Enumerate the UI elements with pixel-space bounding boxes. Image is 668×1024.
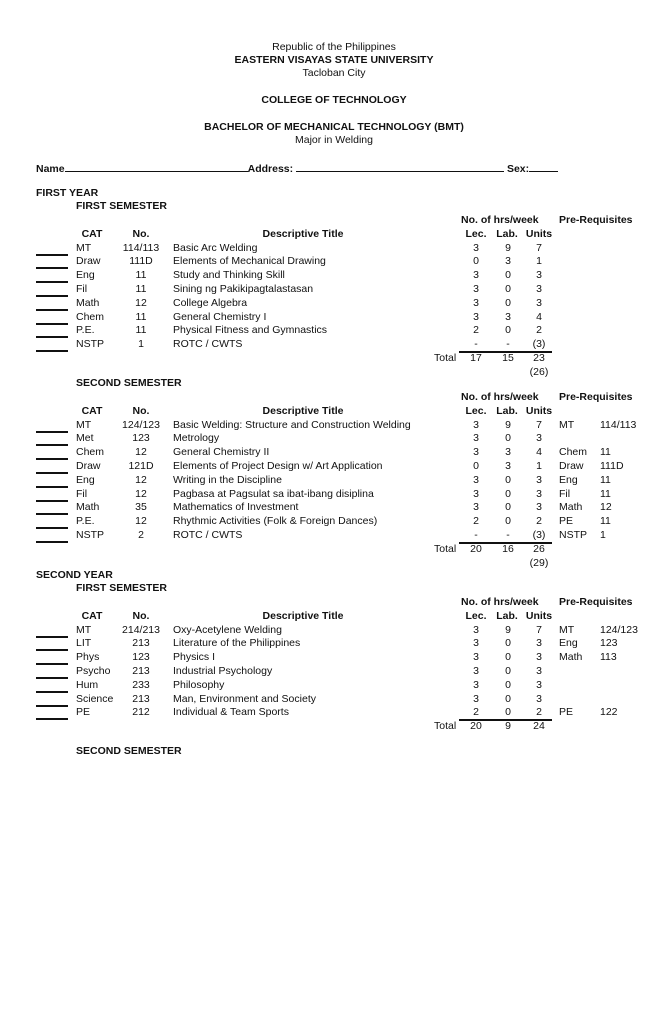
grade-blank-line[interactable] xyxy=(36,295,68,297)
semester-heading: SECOND SEMESTER xyxy=(76,745,182,757)
course-lec: 3 xyxy=(473,283,479,295)
prereq-cat: Draw xyxy=(559,460,584,472)
course-units: 3 xyxy=(536,269,542,282)
course-units: 7 xyxy=(536,418,542,431)
course-lab: 0 xyxy=(505,637,511,650)
grade-blank-line[interactable] xyxy=(36,691,68,693)
course-units: 3 xyxy=(536,283,542,295)
course-lab: 9 xyxy=(505,623,511,636)
course-title: Elements of Project Design w/ Art Application xyxy=(173,460,383,472)
prereq-cat: Math xyxy=(559,501,583,514)
grade-blank-line[interactable] xyxy=(36,323,68,325)
course-units: 3 xyxy=(536,501,542,514)
grade-blank-line[interactable] xyxy=(36,254,68,256)
lec-header: Lec. xyxy=(465,227,487,240)
semester-heading: SECOND SEMESTER xyxy=(76,377,182,389)
descriptive-title-header: Descriptive Title xyxy=(262,227,344,240)
course-lec: 3 xyxy=(473,678,479,691)
course-lec: 3 xyxy=(473,637,479,650)
course-no: 123 xyxy=(132,432,150,445)
course-no: 2 xyxy=(138,529,144,541)
course-cat: Math xyxy=(76,296,100,309)
course-lec: 3 xyxy=(473,501,479,514)
header-college: COLLEGE OF TECHNOLOGY xyxy=(261,94,407,106)
course-lab: - xyxy=(506,529,510,541)
course-cat: P.E. xyxy=(76,324,95,337)
course-cat: MT xyxy=(76,418,92,431)
prereq-cat: PE xyxy=(559,515,574,528)
course-units: 1 xyxy=(536,255,542,268)
course-units: 7 xyxy=(536,241,542,254)
prereq-no: 11 xyxy=(600,487,611,500)
course-lab: 9 xyxy=(505,241,511,254)
year-heading: SECOND YEAR xyxy=(36,569,113,581)
address-blank[interactable] xyxy=(296,161,504,172)
year-heading: FIRST YEAR xyxy=(36,187,99,199)
course-lab: 3 xyxy=(505,310,511,323)
course-lab: 0 xyxy=(505,706,511,719)
course-no: 12 xyxy=(135,473,147,486)
course-no: 12 xyxy=(135,446,147,459)
course-units: 7 xyxy=(536,623,542,636)
course-title: Philosophy xyxy=(173,678,225,691)
course-lab: 0 xyxy=(505,283,511,295)
grade-blank-line[interactable] xyxy=(36,718,68,720)
course-units: 3 xyxy=(536,432,542,445)
total-lab: 9 xyxy=(505,720,511,733)
course-title: Oxy-Acetylene Welding xyxy=(173,623,282,636)
course-lab: 0 xyxy=(505,678,511,691)
course-title: Metrology xyxy=(173,432,220,445)
course-lab: 0 xyxy=(505,651,511,664)
grade-blank-line[interactable] xyxy=(36,527,68,529)
prereq-no: 11 xyxy=(600,446,611,459)
course-title: Elements of Mechanical Drawing xyxy=(173,255,326,268)
total-units: 26 xyxy=(533,542,545,555)
header-republic: Republic of the Philippines xyxy=(272,41,396,53)
course-units: 3 xyxy=(536,665,542,677)
course-title: Mathematics of Investment xyxy=(173,501,299,514)
course-title: Basic Arc Welding xyxy=(173,241,258,254)
course-title: Study and Thinking Skill xyxy=(173,269,285,282)
grade-blank-line[interactable] xyxy=(36,636,68,638)
course-lab: - xyxy=(506,338,510,351)
grade-blank-line[interactable] xyxy=(36,458,68,460)
total-label: Total xyxy=(434,720,457,733)
course-lec: 3 xyxy=(473,692,479,705)
course-lec: 0 xyxy=(473,255,479,268)
course-lec: 3 xyxy=(473,310,479,323)
grade-blank-line[interactable] xyxy=(36,541,68,543)
prereq-no: 114/113 xyxy=(600,418,637,431)
course-no: 213 xyxy=(132,665,150,677)
course-lec: 3 xyxy=(473,241,479,254)
prereq-cat: MT xyxy=(559,623,575,636)
course-title: Writing in the Discipline xyxy=(173,473,282,486)
course-no: 114/113 xyxy=(122,241,160,254)
course-lab: 3 xyxy=(505,460,511,472)
hrs-per-week-header: No. of hrs/week xyxy=(461,391,539,403)
prereq-no: 123 xyxy=(600,637,618,650)
units-header: Units xyxy=(525,404,553,417)
course-no: 12 xyxy=(135,296,147,309)
prereq-no: 111D xyxy=(600,460,624,472)
course-units: 4 xyxy=(536,310,542,323)
course-lec: - xyxy=(474,338,478,351)
total-units: 24 xyxy=(533,720,545,733)
name-blank[interactable] xyxy=(65,161,248,172)
course-cat: Hum xyxy=(76,678,99,691)
descriptive-title-header: Descriptive Title xyxy=(262,404,344,417)
course-title: ROTC / CWTS xyxy=(173,529,243,541)
course-no: 11 xyxy=(135,283,147,295)
course-lab: 3 xyxy=(505,446,511,459)
course-lab: 0 xyxy=(505,432,511,445)
course-cat: Met xyxy=(76,432,94,445)
grade-blank-line[interactable] xyxy=(36,309,68,311)
prereq-no: 122 xyxy=(600,706,618,719)
course-cat: MT xyxy=(76,241,92,254)
course-cat: MT xyxy=(76,623,92,636)
prereq-no: 1 xyxy=(600,529,606,541)
course-lec: 0 xyxy=(473,460,479,472)
course-title: Rhythmic Activities (Folk & Foreign Dances) xyxy=(173,515,378,528)
no-header: No. xyxy=(132,609,150,622)
units-header: Units xyxy=(525,227,553,240)
course-no: 123 xyxy=(132,651,150,664)
course-cat: Draw xyxy=(76,255,101,268)
course-no: 124/123 xyxy=(122,418,160,431)
no-header: No. xyxy=(132,404,150,417)
hrs-per-week-header: No. of hrs/week xyxy=(461,596,539,608)
prereq-no: 124/123 xyxy=(600,623,638,636)
header-program: BACHELOR OF MECHANICAL TECHNOLOGY (BMT) xyxy=(204,121,464,133)
course-no: 11 xyxy=(135,324,147,337)
course-no: 111D xyxy=(129,255,153,268)
address-label: Address: xyxy=(247,163,294,175)
course-cat: Chem xyxy=(76,310,105,323)
course-no: 213 xyxy=(132,637,150,650)
grade-blank-line[interactable] xyxy=(36,677,68,679)
course-cat: NSTP xyxy=(76,338,105,351)
course-lab: 0 xyxy=(505,296,511,309)
course-cat: Phys xyxy=(76,651,100,664)
course-title: Physical Fitness and Gymnastics xyxy=(173,324,328,337)
course-title: Literature of the Philippines xyxy=(173,637,301,650)
name-label: Name xyxy=(36,163,65,175)
course-no: 1 xyxy=(138,338,144,351)
prerequisites-header: Pre-Requisites xyxy=(559,214,633,226)
course-units: 3 xyxy=(536,637,542,650)
course-cat: Math xyxy=(76,501,100,514)
course-units: 3 xyxy=(536,692,542,705)
total-lec: 17 xyxy=(470,352,482,364)
course-title: Pagbasa at Pagsulat sa ibat-ibang disiplina xyxy=(173,487,374,500)
course-lab: 0 xyxy=(505,324,511,337)
course-lab: 3 xyxy=(505,255,511,268)
descriptive-title-header: Descriptive Title xyxy=(262,609,344,622)
course-lab: 0 xyxy=(505,501,511,514)
course-units: 1 xyxy=(536,460,542,472)
lec-header: Lec. xyxy=(465,404,487,417)
grade-blank-line[interactable] xyxy=(36,431,68,433)
grade-blank-line[interactable] xyxy=(36,513,68,515)
course-title: ROTC / CWTS xyxy=(173,338,243,351)
units-header: Units xyxy=(525,609,553,622)
course-no: 233 xyxy=(132,678,150,691)
cat-header: CAT xyxy=(81,404,103,417)
course-lab: 0 xyxy=(505,665,511,677)
grade-blank-line[interactable] xyxy=(36,336,68,338)
prereq-cat: Chem xyxy=(559,446,588,459)
course-lec: 2 xyxy=(473,706,479,719)
semester-heading: FIRST SEMESTER xyxy=(76,200,168,212)
course-lab: 0 xyxy=(505,473,511,486)
prereq-cat: Eng xyxy=(559,637,578,650)
total-units-with-nstp: (29) xyxy=(529,556,549,569)
course-lec: 3 xyxy=(473,432,479,445)
course-lab: 9 xyxy=(505,418,511,431)
course-lec: - xyxy=(474,529,478,541)
total-lec: 20 xyxy=(470,720,482,733)
course-no: 212 xyxy=(132,706,150,719)
course-lec: 2 xyxy=(473,515,479,528)
prereq-cat: NSTP xyxy=(559,529,588,541)
course-title: College Algebra xyxy=(173,296,248,309)
course-cat: Science xyxy=(76,692,114,705)
course-lec: 3 xyxy=(473,418,479,431)
prereq-cat: Eng xyxy=(559,473,578,486)
grade-blank-line[interactable] xyxy=(36,705,68,707)
course-cat: NSTP xyxy=(76,529,105,541)
hrs-per-week-header: No. of hrs/week xyxy=(461,214,539,226)
grade-blank-line[interactable] xyxy=(36,281,68,283)
course-cat: LIT xyxy=(76,637,92,650)
course-title: Basic Welding: Structure and Construction Welding xyxy=(173,418,411,431)
course-title: Individual & Team Sports xyxy=(173,706,289,719)
course-title: Physics I xyxy=(173,651,216,664)
total-units: 23 xyxy=(533,352,545,364)
course-lab: 0 xyxy=(505,515,511,528)
course-cat: Eng xyxy=(76,473,95,486)
header-major: Major in Welding xyxy=(294,134,373,146)
course-lec: 3 xyxy=(473,446,479,459)
course-title: Sining ng Pakikipagtalastasan xyxy=(173,283,314,295)
course-units: 3 xyxy=(536,678,542,691)
course-units: 4 xyxy=(536,446,542,459)
total-lab: 16 xyxy=(502,542,514,555)
course-units: 2 xyxy=(536,515,542,528)
prerequisites-header: Pre-Requisites xyxy=(559,596,633,608)
course-cat: Fil xyxy=(76,487,88,500)
no-header: No. xyxy=(132,227,150,240)
course-lec: 3 xyxy=(473,269,479,282)
grade-blank-line[interactable] xyxy=(36,663,68,665)
prereq-cat: PE xyxy=(559,706,574,719)
course-title: Man, Environment and Society xyxy=(173,692,316,705)
course-no: 12 xyxy=(135,487,147,500)
course-cat: Eng xyxy=(76,269,95,282)
lec-header: Lec. xyxy=(465,609,487,622)
course-lec: 3 xyxy=(473,623,479,636)
course-lab: 0 xyxy=(505,269,511,282)
course-no: 121D xyxy=(128,460,154,472)
prereq-no: 11 xyxy=(600,515,611,528)
course-no: 214/213 xyxy=(122,623,160,636)
grade-blank-line[interactable] xyxy=(36,350,68,352)
prereq-no: 113 xyxy=(600,651,617,664)
total-lec: 20 xyxy=(470,542,482,555)
grade-blank-line[interactable] xyxy=(36,267,68,269)
course-cat: Draw xyxy=(76,460,101,472)
total-units-with-nstp: (26) xyxy=(529,365,549,378)
course-units: 3 xyxy=(536,296,542,309)
course-units: (3) xyxy=(532,529,546,541)
header-university: EASTERN VISAYAS STATE UNIVERSITY xyxy=(234,54,434,66)
total-label: Total xyxy=(434,542,457,555)
course-lec: 3 xyxy=(473,665,479,677)
course-cat: P.E. xyxy=(76,515,95,528)
cat-header: CAT xyxy=(81,227,103,240)
course-units: 2 xyxy=(536,706,542,719)
course-no: 35 xyxy=(135,501,147,514)
prereq-cat: Math xyxy=(559,651,583,664)
grade-blank-line[interactable] xyxy=(36,486,68,488)
grade-blank-line[interactable] xyxy=(36,500,68,502)
header-city: Tacloban City xyxy=(302,67,366,79)
course-no: 11 xyxy=(135,269,147,282)
course-cat: PE xyxy=(76,706,91,719)
course-no: 11 xyxy=(135,310,147,323)
grade-blank-line[interactable] xyxy=(36,444,68,446)
lab-header: Lab. xyxy=(496,404,518,417)
grade-blank-line[interactable] xyxy=(36,649,68,651)
lab-header: Lab. xyxy=(496,609,518,622)
prereq-cat: Fil xyxy=(559,487,571,500)
sex-label: Sex: xyxy=(506,163,530,175)
prerequisites-header: Pre-Requisites xyxy=(559,391,633,403)
course-no: 12 xyxy=(135,515,147,528)
course-lec: 3 xyxy=(473,296,479,309)
course-units: (3) xyxy=(532,338,546,351)
course-cat: Psycho xyxy=(76,665,111,677)
prereq-no: 11 xyxy=(600,473,611,486)
course-lab: 0 xyxy=(505,487,511,500)
prereq-no: 12 xyxy=(600,501,612,514)
course-title: Industrial Psychology xyxy=(173,665,273,677)
course-title: General Chemistry I xyxy=(173,310,267,323)
course-title: General Chemistry II xyxy=(173,446,270,459)
course-no: 213 xyxy=(132,692,150,705)
name-field[interactable] xyxy=(36,161,558,176)
total-lab: 15 xyxy=(502,352,514,364)
course-units: 3 xyxy=(536,473,542,486)
course-cat: Fil xyxy=(76,283,88,295)
sex-blank[interactable] xyxy=(529,161,558,172)
course-units: 3 xyxy=(536,487,542,500)
semester-heading: FIRST SEMESTER xyxy=(76,582,168,594)
course-lec: 2 xyxy=(473,324,479,337)
course-cat: Chem xyxy=(76,446,105,459)
grade-blank-line[interactable] xyxy=(36,472,68,474)
lab-header: Lab. xyxy=(496,227,518,240)
course-units: 2 xyxy=(536,324,542,337)
total-label: Total xyxy=(434,352,457,364)
course-lec: 3 xyxy=(473,651,479,664)
course-lab: 0 xyxy=(505,692,511,705)
course-units: 3 xyxy=(536,651,542,664)
course-lec: 3 xyxy=(473,473,479,486)
prereq-cat: MT xyxy=(559,418,575,431)
course-lec: 3 xyxy=(473,487,479,500)
cat-header: CAT xyxy=(81,609,103,622)
